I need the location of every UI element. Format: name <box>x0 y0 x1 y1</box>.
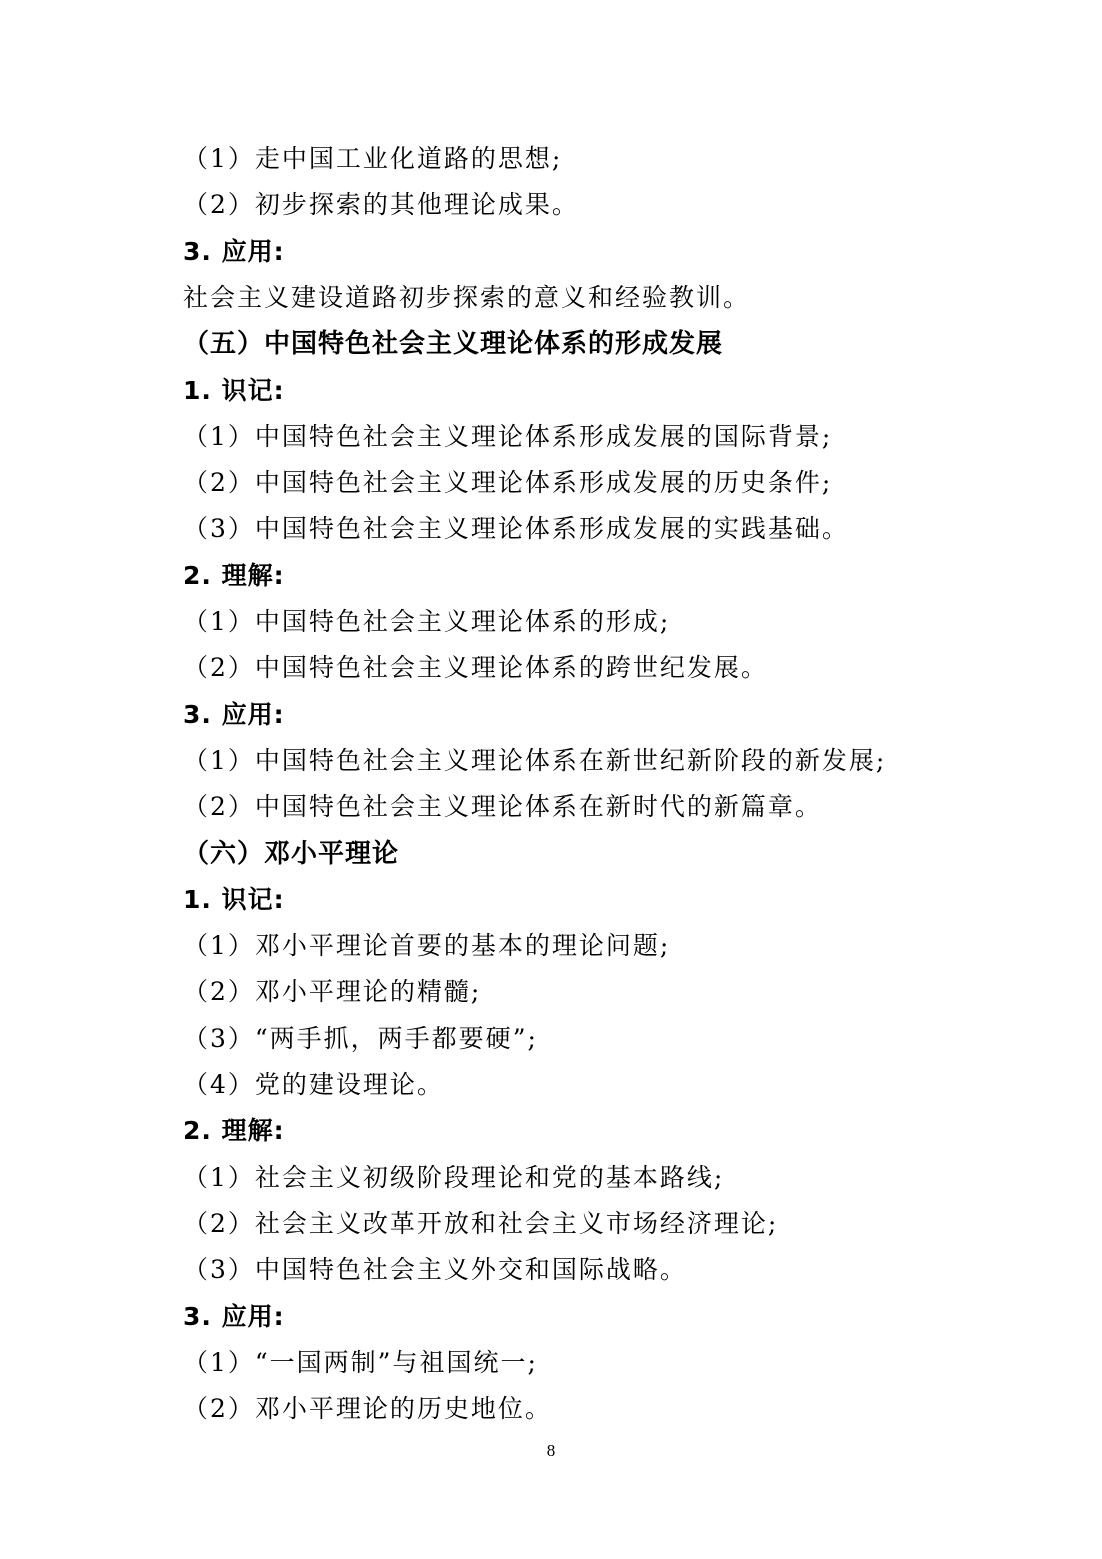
text-line: （4）党的建设理论。 <box>183 1070 444 1099</box>
text-line: （1）“一国两制”与祖国统一; <box>183 1347 538 1377</box>
text-line: （1）中国特色社会主义理论体系的形成; <box>183 607 671 636</box>
text-line: （2）初步探索的其他理论成果。 <box>183 190 579 220</box>
text-line: （1）社会主义初级阶段理论和党的基本路线; <box>183 1162 725 1192</box>
text-line: （1）中国特色社会主义理论体系形成发展的国际背景; <box>183 421 833 451</box>
section-heading: （六）邓小平理论 <box>183 838 400 869</box>
section-heading: （五）中国特色社会主义理论体系的形成发展 <box>183 329 724 360</box>
text-line: （2）邓小平理论的历史地位。 <box>183 1394 552 1424</box>
subsection-label: 1. 识记: <box>183 375 285 405</box>
text-line: （2）中国特色社会主义理论体系的跨世纪发展。 <box>183 653 768 683</box>
text-line: 社会主义建设道路初步探索的意义和经验教训。 <box>183 282 751 312</box>
text-line: （2）中国特色社会主义理论体系形成发展的历史条件; <box>183 468 833 498</box>
text-line: （2）社会主义改革开放和社会主义市场经济理论; <box>183 1208 779 1238</box>
text-line: （3）中国特色社会主义外交和国际战略。 <box>183 1255 687 1285</box>
text-line: （1）走中国工业化道路的思想; <box>183 144 563 173</box>
text-line: （1）邓小平理论首要的基本的理论问题; <box>183 931 671 961</box>
subsection-label: 2. 理解: <box>183 1116 285 1146</box>
text-line: （3）“两手抓，两手都要硬”; <box>183 1023 538 1053</box>
page-number: 8 <box>546 1441 556 1460</box>
subsection-label: 3. 应用: <box>183 699 285 729</box>
subsection-label: 1. 识记: <box>183 884 285 914</box>
text-line: （2）邓小平理论的精髓; <box>183 977 482 1007</box>
subsection-label: 2. 理解: <box>183 560 285 590</box>
text-line: （2）中国特色社会主义理论体系在新时代的新篇章。 <box>183 792 822 822</box>
subsection-label: 3. 应用: <box>183 236 285 266</box>
text-line: （1）中国特色社会主义理论体系在新世纪新阶段的新发展; <box>183 745 887 775</box>
text-line: （3）中国特色社会主义理论体系形成发展的实践基础。 <box>183 514 849 544</box>
subsection-label: 3. 应用: <box>183 1301 285 1331</box>
